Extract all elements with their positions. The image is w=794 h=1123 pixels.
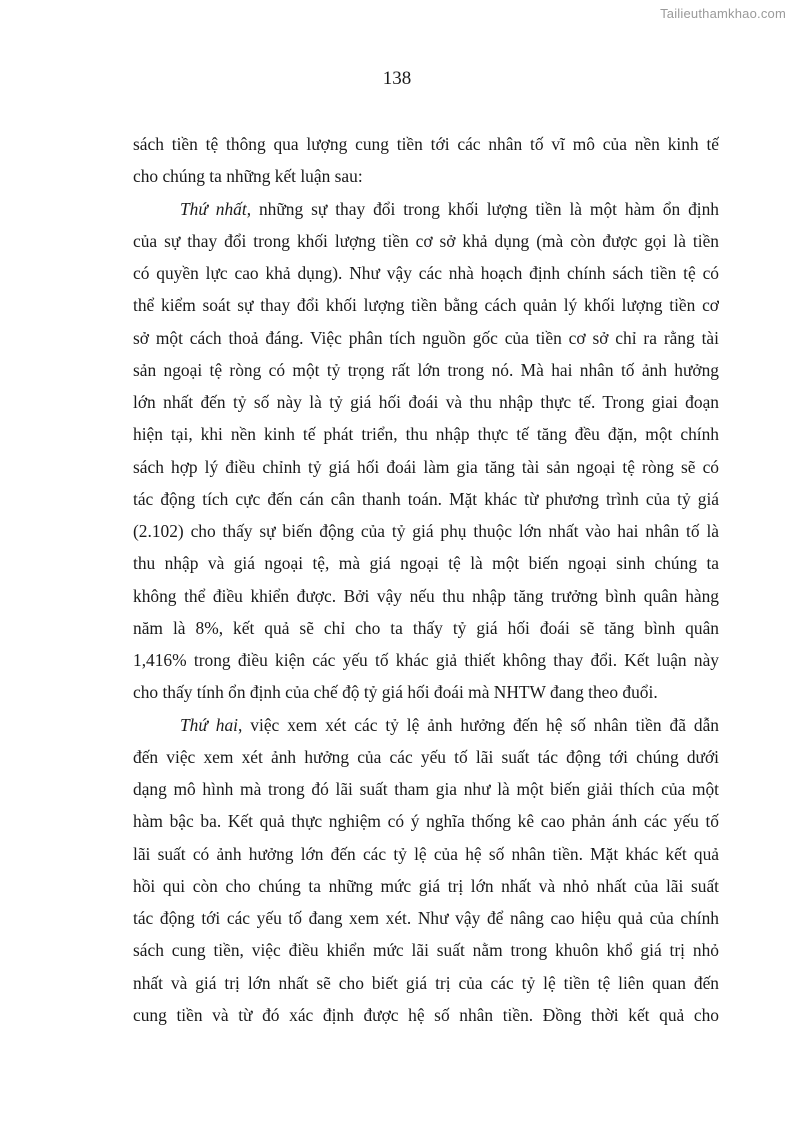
text-line: sách cung tiền, việc điều khiển mức lãi suất nằm trong khuôn khổ giá trị nhỏ [133, 940, 719, 961]
text-span: , việc xem xét các tỷ lệ ảnh hưởng đến hệ số nhân tiền đã dẫn [238, 714, 719, 735]
text-line: sở một cách thoả đáng. Việc phân tích nguồn gốc của tiền cơ sở chỉ ra rằng tài [133, 327, 719, 348]
text-line: có quyền lực cao khả dụng). Như vậy các nhà hoạch định chính sách tiền tệ có [133, 263, 719, 283]
text-line: (2.102) cho thấy sự biến động của tỷ giá phụ thuộc lớn nhất vào hai nhân tố là [133, 521, 719, 541]
text-line: cho thấy tính ổn định của chế độ tỷ giá hối đoái mà NHTW đang theo đuổi. [133, 682, 658, 703]
text-line: dạng mô hình mà trong đó lãi suất tham gia như là một biến giải thích của một [133, 779, 719, 799]
text-line: nhất và giá trị lớn nhất sẽ cho biết giá trị của các tỷ lệ tiền tệ liên quan đến [133, 972, 719, 993]
text-line: hàm bậc ba. Kết quả thực nghiệm có ý nghĩa thống kê cao phản ánh các yếu tố [133, 811, 719, 832]
text-line: hiện tại, khi nền kinh tế phát triển, thu nhập thực tế tăng đều đặn, một chính [133, 424, 719, 445]
paragraph-first-line [133, 193, 719, 225]
text-line: không thể điều khiển được. Bởi vậy nếu thu nhập tăng trưởng bình quân hàng [133, 585, 719, 606]
text-line: thu nhập và giá ngoại tệ, mà giá ngoại tệ là một biến ngoại sinh chúng ta [133, 553, 719, 574]
text-line: cung tiền và từ đó xác định được hệ số nhân tiền. Đồng thời kết quả cho [133, 1004, 719, 1025]
emphasis-label: Thứ hai [180, 714, 239, 735]
page-number: 138 [382, 68, 412, 89]
text-line: lãi suất có ảnh hưởng lớn đến các tỷ lệ của hệ số nhân tiền. Mặt khác kết quả [133, 843, 719, 864]
text-line: năm là 8%, kết quả sẽ chỉ cho ta thấy tỷ giá hối đoái sẽ tăng bình quân [133, 617, 719, 638]
text-line: cho chúng ta những kết luận sau: [133, 166, 363, 187]
text-line: hồi qui còn cho chúng ta những mức giá trị lớn nhất và nhỏ nhất của lãi suất [133, 875, 719, 896]
text-line: tác động tích cực đến cán cân thanh toán. Mặt khác từ phương trình của tỷ giá [133, 488, 719, 509]
text-line: thể kiểm soát sự thay đổi khối lượng tiền bằng cách quản lý khối lượng tiền cơ [133, 295, 719, 316]
text-span: , những sự thay đổi trong khối lượng tiền là một hàm ổn định [246, 198, 719, 219]
text-line: đến việc xem xét ảnh hưởng của các yếu tố lãi suất tác động tới chúng dưới [133, 746, 719, 767]
text-line: sản ngoại tệ ròng có một tỷ trọng rất lớn trong nó. Mà hai nhân tố ảnh hưởng [133, 359, 719, 380]
paragraph-first-line [133, 709, 719, 741]
text-line: sách hợp lý điều chỉnh tỷ giá hối đoái làm gia tăng tài sản ngoại tệ ròng sẽ có [133, 456, 719, 477]
body-text [133, 128, 719, 1031]
text-line: 1,416% trong điều kiện các yếu tố khác giả thiết không thay đổi. Kết luận này [133, 650, 719, 670]
text-line: của sự thay đổi trong khối lượng tiền cơ sở khả dụng (mà còn được gọi là tiền [133, 230, 719, 251]
emphasis-label: Thứ nhất [180, 198, 247, 219]
text-line: lớn nhất đến tỷ số này là tỷ giá hối đoái và thu nhập thực tế. Trong giai đoạn [133, 392, 719, 412]
watermark: Tailieuthamkhao.com [660, 6, 786, 21]
text-line: tác động tới các yếu tố đang xem xét. Như vậy để nâng cao hiệu quả của chính [133, 908, 719, 928]
text-line: sách tiền tệ thông qua lượng cung tiền tới các nhân tố vĩ mô của nền kinh tế [133, 134, 719, 154]
